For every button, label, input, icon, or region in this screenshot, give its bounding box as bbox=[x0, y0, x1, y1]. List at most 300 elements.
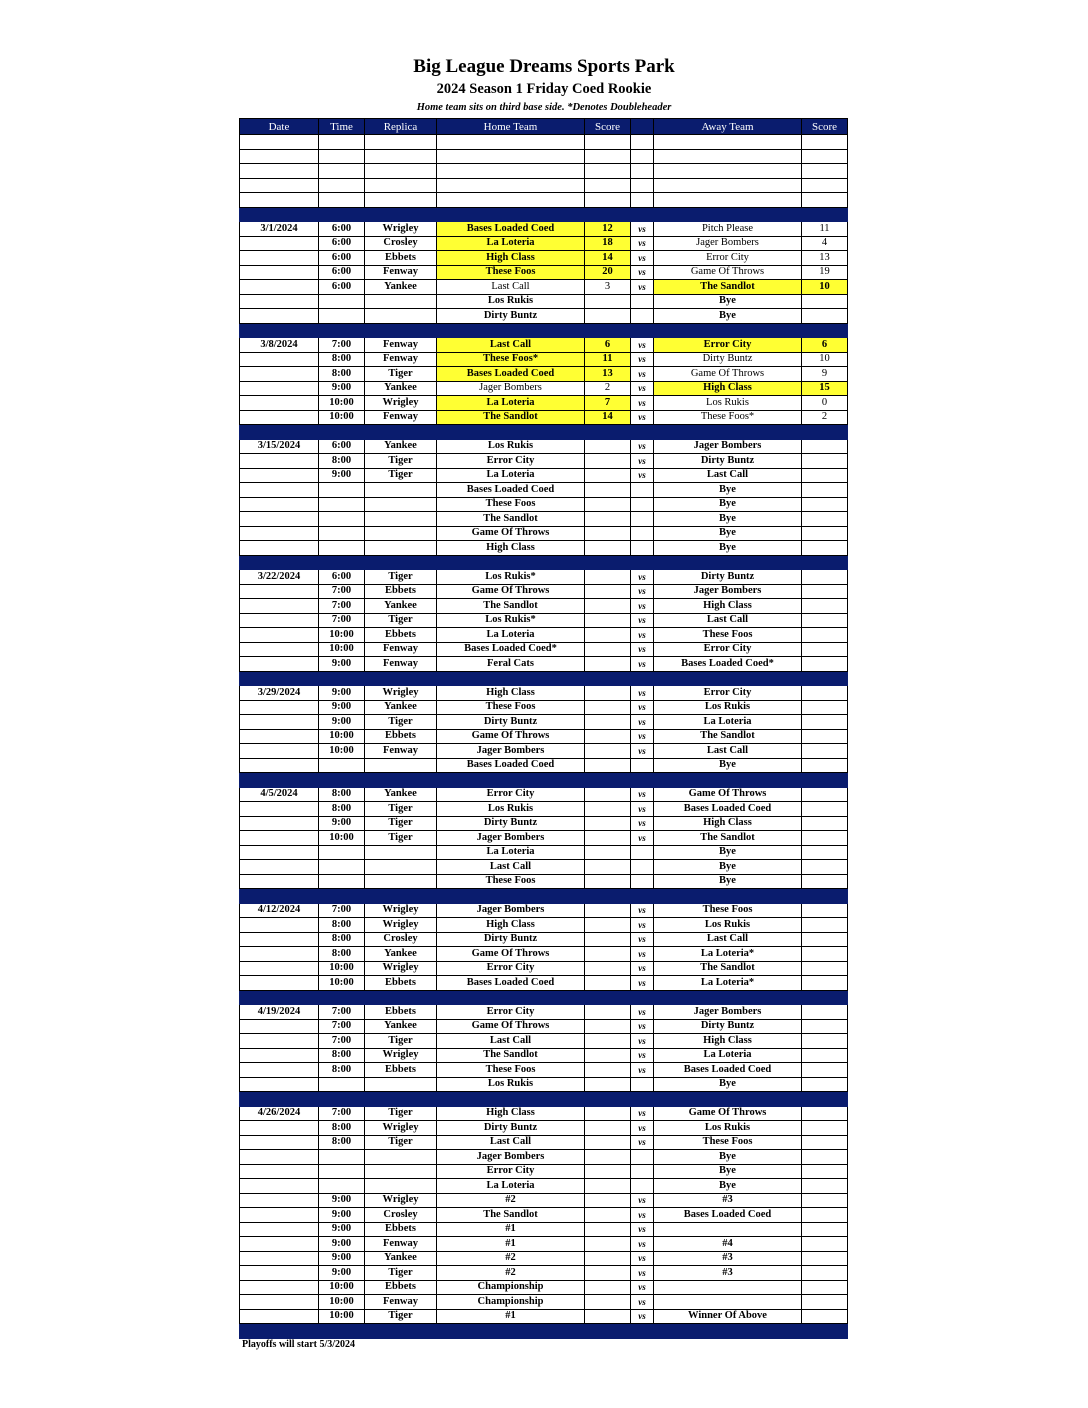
cell-home-score bbox=[585, 1237, 631, 1252]
table-row bbox=[240, 367, 848, 382]
cell-away-team: Bye bbox=[654, 1164, 802, 1179]
cell-home-team: Jager Bombers bbox=[437, 381, 585, 396]
cell-vs bbox=[631, 309, 654, 324]
cell-date bbox=[240, 135, 319, 150]
cell-vs: vs bbox=[631, 918, 654, 933]
cell-away-team: Jager Bombers bbox=[654, 1005, 802, 1020]
cell-time bbox=[319, 309, 365, 324]
cell-time bbox=[319, 1077, 365, 1092]
cell-time: 9:00 bbox=[319, 1237, 365, 1252]
cell-time: 8:00 bbox=[319, 1048, 365, 1063]
cell-home-team bbox=[437, 178, 585, 193]
cell-time: 8:00 bbox=[319, 918, 365, 933]
separator-cell bbox=[585, 1324, 631, 1339]
separator-cell bbox=[631, 323, 654, 338]
separator-cell bbox=[654, 990, 802, 1005]
cell-home-score bbox=[585, 802, 631, 817]
cell-date bbox=[240, 932, 319, 947]
cell-vs bbox=[631, 483, 654, 498]
cell-vs: vs bbox=[631, 599, 654, 614]
table-row bbox=[240, 541, 848, 556]
cell-time: 10:00 bbox=[319, 642, 365, 657]
cell-time: 8:00 bbox=[319, 454, 365, 469]
cell-home-score bbox=[585, 309, 631, 324]
cell-away-score bbox=[802, 512, 848, 527]
cell-away-team: Bye bbox=[654, 483, 802, 498]
cell-home-team bbox=[437, 149, 585, 164]
cell-home-score bbox=[585, 715, 631, 730]
cell-away-team bbox=[654, 178, 802, 193]
cell-home-team: La Loteria bbox=[437, 628, 585, 643]
cell-home-team bbox=[437, 135, 585, 150]
cell-home-score bbox=[585, 1077, 631, 1092]
cell-vs: vs bbox=[631, 628, 654, 643]
blank-row bbox=[240, 135, 848, 150]
cell-replica: Ebbets bbox=[365, 729, 437, 744]
cell-date bbox=[240, 1164, 319, 1179]
cell-home-team: High Class bbox=[437, 1106, 585, 1121]
cell-date bbox=[240, 961, 319, 976]
separator-cell bbox=[319, 1092, 365, 1107]
cell-away-score bbox=[802, 570, 848, 585]
cell-away-team: These Foos* bbox=[654, 410, 802, 425]
table-row bbox=[240, 410, 848, 425]
cell-home-score: 13 bbox=[585, 367, 631, 382]
separator-cell bbox=[240, 555, 319, 570]
separator-row bbox=[240, 555, 848, 570]
table-row bbox=[240, 236, 848, 251]
cell-home-team: La Loteria bbox=[437, 845, 585, 860]
cell-away-score bbox=[802, 657, 848, 672]
cell-home-team: Los Rukis* bbox=[437, 613, 585, 628]
table-row bbox=[240, 265, 848, 280]
separator-row bbox=[240, 990, 848, 1005]
cell-home-team: These Foos bbox=[437, 700, 585, 715]
cell-replica: Fenway bbox=[365, 1237, 437, 1252]
separator-cell bbox=[319, 207, 365, 222]
cell-vs: vs bbox=[631, 1251, 654, 1266]
cell-home-team: Last Call bbox=[437, 860, 585, 875]
cell-away-score bbox=[802, 1193, 848, 1208]
cell-replica: Crosley bbox=[365, 1208, 437, 1223]
cell-replica: Yankee bbox=[365, 947, 437, 962]
cell-date: 3/8/2024 bbox=[240, 338, 319, 353]
cell-replica bbox=[365, 483, 437, 498]
cell-vs: vs bbox=[631, 1121, 654, 1136]
cell-away-team bbox=[654, 193, 802, 208]
separator-cell bbox=[240, 1092, 319, 1107]
cell-date bbox=[240, 367, 319, 382]
cell-time: 10:00 bbox=[319, 410, 365, 425]
separator-row bbox=[240, 323, 848, 338]
cell-away-score bbox=[802, 483, 848, 498]
cell-home-score bbox=[585, 860, 631, 875]
cell-date bbox=[240, 265, 319, 280]
cell-date bbox=[240, 454, 319, 469]
cell-date bbox=[240, 918, 319, 933]
cell-home-team: Bases Loaded Coed bbox=[437, 758, 585, 773]
cell-away-team: The Sandlot bbox=[654, 729, 802, 744]
cell-replica bbox=[365, 294, 437, 309]
cell-away-score bbox=[802, 1237, 848, 1252]
home-team-note: Home team sits on third base side. *Denotes Doubleheader bbox=[416, 102, 672, 113]
cell-date bbox=[240, 1019, 319, 1034]
cell-home-score bbox=[585, 1280, 631, 1295]
cell-away-team: Game Of Throws bbox=[654, 787, 802, 802]
cell-time: 7:00 bbox=[319, 903, 365, 918]
table-row bbox=[240, 1222, 848, 1237]
cell-date bbox=[240, 642, 319, 657]
cell-date bbox=[240, 1077, 319, 1092]
cell-date: 4/12/2024 bbox=[240, 903, 319, 918]
cell-date bbox=[240, 802, 319, 817]
separator-cell bbox=[585, 889, 631, 904]
table-row bbox=[240, 1193, 848, 1208]
cell-replica bbox=[365, 1150, 437, 1165]
cell-home-team: Error City bbox=[437, 1164, 585, 1179]
cell-vs: vs bbox=[631, 903, 654, 918]
cell-date bbox=[240, 1280, 319, 1295]
table-row bbox=[240, 526, 848, 541]
separator-cell bbox=[437, 425, 585, 440]
cell-replica bbox=[365, 758, 437, 773]
cell-date bbox=[240, 845, 319, 860]
cell-vs bbox=[631, 1150, 654, 1165]
cell-date bbox=[240, 193, 319, 208]
table-row bbox=[240, 1135, 848, 1150]
separator-cell bbox=[319, 425, 365, 440]
cell-away-score bbox=[802, 686, 848, 701]
cell-away-team: Dirty Buntz bbox=[654, 454, 802, 469]
col-away-team-header: Away Team bbox=[654, 119, 802, 135]
table-row bbox=[240, 947, 848, 962]
cell-away-score bbox=[802, 497, 848, 512]
table-row bbox=[240, 381, 848, 396]
cell-away-score bbox=[802, 831, 848, 846]
cell-replica: Wrigley bbox=[365, 686, 437, 701]
separator-cell bbox=[654, 1324, 802, 1339]
separator-cell bbox=[654, 889, 802, 904]
cell-date bbox=[240, 831, 319, 846]
document-subtitle: 2024 Season 1 Friday Coed Rookie bbox=[436, 81, 652, 97]
table-row bbox=[240, 1034, 848, 1049]
table-row bbox=[240, 816, 848, 831]
cell-home-score bbox=[585, 831, 631, 846]
blank-row bbox=[240, 193, 848, 208]
cell-away-team: Bye bbox=[654, 874, 802, 889]
cell-time: 6:00 bbox=[319, 265, 365, 280]
cell-date bbox=[240, 164, 319, 179]
schedule-body bbox=[240, 135, 848, 1339]
cell-replica: Tiger bbox=[365, 1106, 437, 1121]
cell-away-score bbox=[802, 642, 848, 657]
document-title: Big League Dreams Sports Park bbox=[413, 56, 675, 77]
cell-home-team: Game Of Throws bbox=[437, 947, 585, 962]
cell-time: 6:00 bbox=[319, 236, 365, 251]
cell-vs: vs bbox=[631, 584, 654, 599]
cell-replica: Tiger bbox=[365, 1034, 437, 1049]
table-row bbox=[240, 599, 848, 614]
cell-home-score: 14 bbox=[585, 410, 631, 425]
separator-cell bbox=[802, 207, 848, 222]
cell-home-score bbox=[585, 1034, 631, 1049]
cell-away-score bbox=[802, 1295, 848, 1310]
cell-vs: vs bbox=[631, 222, 654, 237]
cell-home-score bbox=[585, 787, 631, 802]
cell-away-team: Error City bbox=[654, 686, 802, 701]
cell-home-score bbox=[585, 758, 631, 773]
table-row bbox=[240, 845, 848, 860]
cell-date bbox=[240, 1193, 319, 1208]
separator-cell bbox=[654, 1092, 802, 1107]
table-row bbox=[240, 497, 848, 512]
cell-date: 3/1/2024 bbox=[240, 222, 319, 237]
cell-time: 8:00 bbox=[319, 1063, 365, 1078]
cell-away-score: 15 bbox=[802, 381, 848, 396]
cell-vs: vs bbox=[631, 338, 654, 353]
cell-date bbox=[240, 541, 319, 556]
separator-row bbox=[240, 207, 848, 222]
cell-vs: vs bbox=[631, 816, 654, 831]
cell-replica: Fenway bbox=[365, 338, 437, 353]
separator-cell bbox=[631, 671, 654, 686]
cell-vs: vs bbox=[631, 352, 654, 367]
cell-date bbox=[240, 874, 319, 889]
table-row bbox=[240, 439, 848, 454]
cell-away-team: Los Rukis bbox=[654, 1121, 802, 1136]
cell-replica: Fenway bbox=[365, 265, 437, 280]
cell-away-score bbox=[802, 932, 848, 947]
table-row bbox=[240, 396, 848, 411]
cell-time: 8:00 bbox=[319, 932, 365, 947]
cell-home-score bbox=[585, 657, 631, 672]
table-row bbox=[240, 932, 848, 947]
separator-cell bbox=[585, 990, 631, 1005]
cell-away-score: 10 bbox=[802, 352, 848, 367]
separator-cell bbox=[585, 425, 631, 440]
cell-home-score bbox=[585, 729, 631, 744]
cell-home-team: Jager Bombers bbox=[437, 831, 585, 846]
cell-away-team: Dirty Buntz bbox=[654, 352, 802, 367]
cell-vs: vs bbox=[631, 787, 654, 802]
cell-home-team: Feral Cats bbox=[437, 657, 585, 672]
cell-home-team: These Foos bbox=[437, 497, 585, 512]
cell-away-team: La Loteria* bbox=[654, 947, 802, 962]
cell-home-team: Dirty Buntz bbox=[437, 816, 585, 831]
separator-row bbox=[240, 1324, 848, 1339]
cell-date bbox=[240, 526, 319, 541]
cell-home-team: The Sandlot bbox=[437, 1048, 585, 1063]
cell-date bbox=[240, 1266, 319, 1281]
cell-away-team: Bye bbox=[654, 512, 802, 527]
cell-time bbox=[319, 164, 365, 179]
cell-home-team: High Class bbox=[437, 686, 585, 701]
cell-replica: Fenway bbox=[365, 352, 437, 367]
cell-time: 6:00 bbox=[319, 439, 365, 454]
cell-away-score bbox=[802, 1150, 848, 1165]
cell-vs: vs bbox=[631, 236, 654, 251]
cell-away-score bbox=[802, 526, 848, 541]
cell-replica: Tiger bbox=[365, 367, 437, 382]
separator-cell bbox=[365, 671, 437, 686]
cell-away-score bbox=[802, 309, 848, 324]
col-vs-header bbox=[631, 119, 654, 135]
separator-cell bbox=[240, 425, 319, 440]
cell-home-score bbox=[585, 816, 631, 831]
cell-home-score bbox=[585, 1251, 631, 1266]
separator-cell bbox=[437, 555, 585, 570]
cell-replica bbox=[365, 309, 437, 324]
cell-home-score bbox=[585, 193, 631, 208]
cell-away-score bbox=[802, 541, 848, 556]
cell-away-score bbox=[802, 860, 848, 875]
cell-replica: Wrigley bbox=[365, 918, 437, 933]
cell-replica bbox=[365, 193, 437, 208]
cell-date bbox=[240, 352, 319, 367]
cell-away-team: Last Call bbox=[654, 932, 802, 947]
cell-time: 9:00 bbox=[319, 686, 365, 701]
separator-cell bbox=[365, 990, 437, 1005]
cell-away-team: Error City bbox=[654, 642, 802, 657]
separator-cell bbox=[802, 425, 848, 440]
cell-away-score bbox=[802, 178, 848, 193]
cell-replica: Wrigley bbox=[365, 396, 437, 411]
separator-cell bbox=[365, 773, 437, 788]
col-home-team-header: Home Team bbox=[437, 119, 585, 135]
cell-time: 7:00 bbox=[319, 1005, 365, 1020]
cell-vs: vs bbox=[631, 700, 654, 715]
cell-home-score bbox=[585, 468, 631, 483]
table-row bbox=[240, 787, 848, 802]
cell-date bbox=[240, 309, 319, 324]
cell-time bbox=[319, 193, 365, 208]
cell-replica bbox=[365, 1164, 437, 1179]
cell-vs bbox=[631, 1164, 654, 1179]
cell-away-team: Last Call bbox=[654, 468, 802, 483]
cell-home-score bbox=[585, 1005, 631, 1020]
cell-home-team: Dirty Buntz bbox=[437, 715, 585, 730]
cell-home-score bbox=[585, 1309, 631, 1324]
cell-time bbox=[319, 526, 365, 541]
cell-away-score bbox=[802, 1280, 848, 1295]
table-row bbox=[240, 483, 848, 498]
cell-replica: Crosley bbox=[365, 932, 437, 947]
separator-cell bbox=[319, 773, 365, 788]
cell-away-team: These Foos bbox=[654, 1135, 802, 1150]
separator-row bbox=[240, 1092, 848, 1107]
cell-home-team: The Sandlot bbox=[437, 410, 585, 425]
blank-row bbox=[240, 164, 848, 179]
cell-time: 10:00 bbox=[319, 628, 365, 643]
cell-away-score bbox=[802, 1208, 848, 1223]
cell-vs: vs bbox=[631, 1005, 654, 1020]
cell-away-team: Last Call bbox=[654, 613, 802, 628]
cell-vs: vs bbox=[631, 570, 654, 585]
cell-away-score: 0 bbox=[802, 396, 848, 411]
cell-vs: vs bbox=[631, 251, 654, 266]
cell-home-team: Jager Bombers bbox=[437, 903, 585, 918]
cell-away-team: Bye bbox=[654, 1150, 802, 1165]
cell-away-team: High Class bbox=[654, 381, 802, 396]
separator-cell bbox=[585, 207, 631, 222]
cell-home-score bbox=[585, 454, 631, 469]
cell-replica: Tiger bbox=[365, 570, 437, 585]
separator-cell bbox=[437, 889, 585, 904]
cell-away-score bbox=[802, 1034, 848, 1049]
cell-home-team: High Class bbox=[437, 251, 585, 266]
cell-replica: Ebbets bbox=[365, 1005, 437, 1020]
cell-away-score bbox=[802, 149, 848, 164]
cell-home-score bbox=[585, 1150, 631, 1165]
cell-home-team: Jager Bombers bbox=[437, 744, 585, 759]
table-row bbox=[240, 309, 848, 324]
cell-away-team: Jager Bombers bbox=[654, 584, 802, 599]
separator-cell bbox=[585, 323, 631, 338]
cell-time bbox=[319, 860, 365, 875]
cell-replica bbox=[365, 149, 437, 164]
cell-time: 9:00 bbox=[319, 381, 365, 396]
cell-vs: vs bbox=[631, 729, 654, 744]
blank-row bbox=[240, 149, 848, 164]
table-row bbox=[240, 744, 848, 759]
cell-away-team: Error City bbox=[654, 338, 802, 353]
cell-replica: Tiger bbox=[365, 454, 437, 469]
separator-cell bbox=[365, 1092, 437, 1107]
separator-row bbox=[240, 889, 848, 904]
cell-away-team: Winner Of Above bbox=[654, 1309, 802, 1324]
separator-cell bbox=[654, 773, 802, 788]
cell-replica: Yankee bbox=[365, 280, 437, 295]
cell-date: 4/26/2024 bbox=[240, 1106, 319, 1121]
cell-vs: vs bbox=[631, 468, 654, 483]
cell-home-score: 3 bbox=[585, 280, 631, 295]
cell-home-score bbox=[585, 947, 631, 962]
table-row bbox=[240, 1005, 848, 1020]
cell-date bbox=[240, 947, 319, 962]
cell-vs: vs bbox=[631, 686, 654, 701]
cell-home-score: 7 bbox=[585, 396, 631, 411]
cell-replica: Wrigley bbox=[365, 222, 437, 237]
cell-vs bbox=[631, 845, 654, 860]
cell-home-score bbox=[585, 1121, 631, 1136]
cell-vs: vs bbox=[631, 961, 654, 976]
cell-home-score: 11 bbox=[585, 352, 631, 367]
cell-vs bbox=[631, 178, 654, 193]
cell-away-score bbox=[802, 1251, 848, 1266]
cell-date bbox=[240, 599, 319, 614]
cell-home-team: These Foos bbox=[437, 874, 585, 889]
cell-home-score bbox=[585, 1295, 631, 1310]
cell-vs bbox=[631, 135, 654, 150]
cell-home-team: #2 bbox=[437, 1251, 585, 1266]
cell-away-team bbox=[654, 1295, 802, 1310]
cell-away-score bbox=[802, 1005, 848, 1020]
cell-time: 8:00 bbox=[319, 352, 365, 367]
cell-replica: Ebbets bbox=[365, 584, 437, 599]
col-replica-header: Replica bbox=[365, 119, 437, 135]
cell-vs: vs bbox=[631, 1048, 654, 1063]
cell-vs: vs bbox=[631, 1193, 654, 1208]
cell-replica: Yankee bbox=[365, 1251, 437, 1266]
separator-cell bbox=[631, 773, 654, 788]
cell-home-team: Game Of Throws bbox=[437, 729, 585, 744]
cell-time: 7:00 bbox=[319, 584, 365, 599]
table-row bbox=[240, 976, 848, 991]
cell-vs: vs bbox=[631, 1208, 654, 1223]
separator-cell bbox=[631, 1092, 654, 1107]
separator-cell bbox=[802, 555, 848, 570]
cell-home-score bbox=[585, 135, 631, 150]
